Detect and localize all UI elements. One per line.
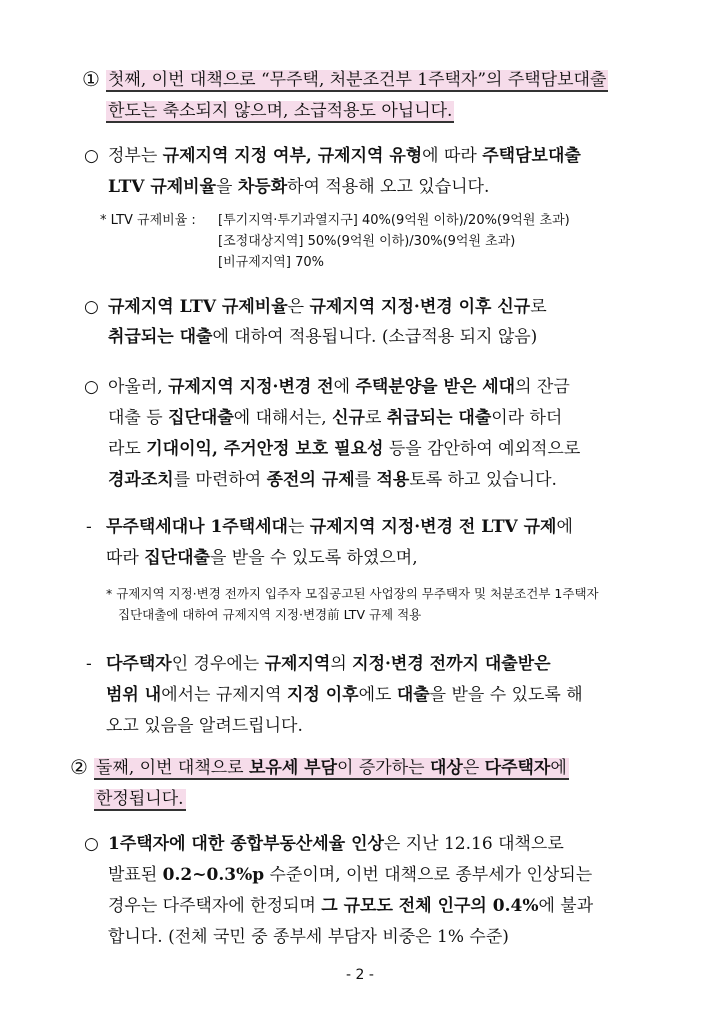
- paragraph-3-line-4: 경과조치를 마련하여 종전의 규제를 적용토록 하고 있습니다.: [108, 470, 557, 490]
- note-2-line-1: * 규제지역 지정·변경 전까지 입주자 모집공고된 사업장의 무주택자 및 처분조건부 1주택자: [106, 586, 599, 601]
- paragraph-3-line-3: 라도 기대이익, 주거안정 보호 필요성 등을 감안하여 예외적으로: [108, 439, 581, 459]
- section-2-line-2: 한정됩니다.: [96, 789, 184, 809]
- section-2-line-1: 둘째, 이번 대책으로 보유세 부담이 증가하는 대상은 다주택자에: [96, 758, 567, 778]
- note-1-row-3: [비규제지역] 70%: [218, 255, 324, 270]
- note-1-row-1: [투기지역·투기과열지구] 40%(9억원 이하)/20%(9억원 초과): [218, 213, 570, 228]
- paragraph-6-line-3: 경우는 다주택자에 한정되며 그 규모도 전체 인구의 0.4%에 불과: [108, 896, 594, 916]
- section-1-line-1: 첫째, 이번 대책으로 “무주택, 처분조건부 1주택자”의 주택담보대출: [108, 70, 607, 90]
- paragraph-5-line-1: 다주택자인 경우에는 규제지역의 지정·변경 전까지 대출받은: [106, 654, 551, 674]
- paragraph-1-line-2: LTV 규제비율을 차등화하여 적용해 오고 있습니다.: [108, 177, 490, 197]
- circled-number-1: ①: [82, 67, 100, 91]
- paragraph-6-line-1: 1주택자에 대한 종합부동산세율 인상은 지난 12.16 대책으로: [108, 834, 564, 854]
- page-number: - 2 -: [346, 967, 374, 983]
- paragraph-5-line-3: 오고 있음을 알려드립니다.: [106, 716, 303, 736]
- paragraph-3-line-1: 아울러, 규제지역 지정·변경 전에 주택분양을 받은 세대의 잔금: [108, 377, 570, 397]
- circled-number-2: ②: [70, 755, 88, 779]
- paragraph-4-line-2: 따라 집단대출을 받을 수 있도록 하였으며,: [106, 548, 418, 568]
- paragraph-4-line-1: 무주택세대나 1주택세대는 규제지역 지정·변경 전 LTV 규제에: [106, 517, 573, 537]
- paragraph-6-line-2: 발표된 0.2~0.3%p 수준이며, 이번 대책으로 종부세가 인상되는: [108, 865, 593, 885]
- note-1-label: * LTV 규제비율 :: [100, 213, 196, 228]
- bullet-circle: ○: [84, 834, 99, 854]
- bullet-circle: ○: [84, 146, 99, 166]
- paragraph-1-line-1: 정부는 규제지역 지정 여부, 규제지역 유형에 따라 주택담보대출: [108, 146, 581, 166]
- section-1-line-2: 한도는 축소되지 않으며, 소급적용도 아닙니다.: [108, 101, 453, 121]
- paragraph-2-line-2: 취급되는 대출에 대하여 적용됩니다. (소급적용 되지 않음): [108, 327, 538, 347]
- paragraph-6-line-4: 합니다. (전체 국민 중 종부세 부담자 비중은 1% 수준): [108, 927, 509, 947]
- bullet-circle: ○: [84, 297, 99, 317]
- bullet-circle: ○: [84, 377, 99, 397]
- note-1-row-2: [조정대상지역] 50%(9억원 이하)/30%(9억원 초과): [218, 234, 516, 249]
- bullet-dash: -: [86, 517, 92, 537]
- bullet-dash: -: [86, 654, 92, 674]
- paragraph-3-line-2: 대출 등 집단대출에 대해서는, 신규로 취급되는 대출이라 하더: [108, 408, 563, 428]
- note-2-line-2: 집단대출에 대하여 규제지역 지정·변경前 LTV 규제 적용: [118, 607, 422, 622]
- paragraph-2-line-1: 규제지역 LTV 규제비율은 규제지역 지정·변경 이후 신규로: [108, 297, 547, 317]
- paragraph-5-line-2: 범위 내에서는 규제지역 지정 이후에도 대출을 받을 수 있도록 해: [106, 685, 583, 705]
